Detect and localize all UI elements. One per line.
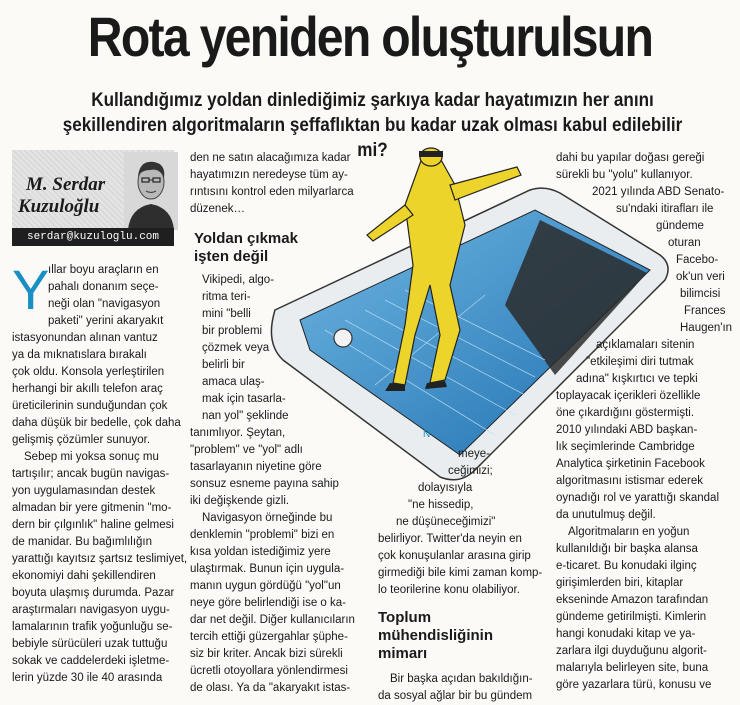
column-4 [556,150,736,694]
text-line: sokak ve caddelerdeki işletme- [12,655,170,667]
column-1 [12,258,188,687]
text-line: da unutulmuş değil. [556,509,656,521]
text-line: "ne hissedip, [408,499,474,511]
text-line: iki değişkende gizli. [190,495,290,507]
text-line: öne çıkardığını göstermişti. [556,407,695,419]
author-photo [124,152,178,230]
text-line: siz bir kriter. Ancak bizi sürekli [190,648,343,660]
text-line: çok oldu. Konsola yerleştirilen [12,366,165,378]
text-line: düzenek… [190,203,245,215]
text-line: yarattığı kayıtsız şartsız teslimiyet, [12,553,188,565]
text-line: belirliyor. Twitter'da neyin en [378,533,522,545]
deck-line: şekillendiren algoritmaların şeffaflıktan bu kadar uzak olması kabul edilebilir mi? [62,115,683,161]
text-line: lerin yüzde 30 ile 40 arasında [12,672,163,684]
text-line: kullanıldığı bir başka alansa [556,543,698,555]
text-line: denklemin "problemi" bizi en [190,529,335,541]
text-line: 2010 yılındaki ABD başkan- [556,424,698,436]
subhead-toplum [378,609,548,663]
text-line: almadan bir yere gitmenin "mo- [12,502,172,514]
text-line: neği olan "navigasyon [48,298,161,310]
text-line: amaca ulaş- [202,376,265,388]
text-line: oynadığı rol ve yarattığı skandal [556,492,720,504]
text-line: hayatımızın neredeyse tüm ay- [190,169,348,181]
text-line: ekonomiyi dahi şekillendiren [12,570,156,582]
text-line: göre yazarlara türü, konusu ve [556,679,712,691]
text-line: ıllar boyu araçların en [48,264,159,276]
text-line: herhangi bir akıllı telefon araç [12,383,163,395]
subhead-line: Yoldan çıkmak [194,230,298,247]
text-line: meye- [458,448,490,460]
text-line: ritma teri- [202,291,251,303]
text-line: paketi" yerini akaryakıt [48,315,164,327]
subhead-line: mimarı [378,645,428,662]
text-line: daha düşük bir bedelle, çok daha [12,417,181,429]
text-line: dahi bu yapılar doğası gereği [556,152,705,164]
text-line: e-ticaret. Bu konudaki ilginç [556,560,697,572]
author-first-name: M. Serdar [26,174,106,195]
text-line: çözmek veya [202,342,270,354]
text-line: mini "belli [202,308,251,320]
text-line: oturan [668,237,701,249]
text-line: Analytica şirketinin Facebook [556,458,705,470]
text-line: çok konuşulanlar arasına girip [378,550,531,562]
text-line: de manidar. Bu bağımlılığın [12,536,152,548]
text-line: açıklamaları sitenin [596,339,695,351]
text-line: "problem" ve "yol" adlı [190,444,303,456]
text-line: lo teorilerine konu olabiliyor. [378,584,520,596]
text-line: zarlara ilgi duyduğunu algorit- [556,645,707,657]
deck-line: Kullandığımız yoldan dinlediğimiz şarkıya kadar hayatımızın her anını [91,90,654,111]
text-line: Navigasyon örneğinde bu [202,512,333,524]
text-line: Bir başka açıdan bakıldığın- [390,673,533,685]
headline: Rota yeniden oluşturulsun [87,5,653,68]
text-line: boyuta ulaşmış durumda. Pazar [12,587,175,599]
text-line: girişimlerden biri, kitaplar [556,577,684,589]
text-line: gündeme getirilmişti. Kimlerin [556,611,707,623]
text-line: ya da mıknatıslara bırakalı [12,349,147,361]
text-line: tasarlayanın niyetine göre [190,461,322,473]
text-line: istasyonundan alınan vantuz [12,332,158,344]
text-line: nan yol" şeklinde [202,410,289,422]
subhead-line: mühendisliğinin [378,627,493,644]
svg-text:N: N [423,429,431,440]
text-line: gelişmiş çözümler sunuyor. [12,434,151,446]
text-line: sonsuz esneme payına sahip [190,478,339,490]
text-line: manın uygun gördüğü "yol"un [190,580,341,592]
column-3 [378,150,548,705]
text-line: tercih ettiği güzergahlar şüphe- [190,631,348,643]
text-line: adına" kışkırtıcı ve tepki [576,373,698,385]
text-line: den ne satın alacağımıza kadar [190,152,351,164]
text-line: ok'un veri [676,271,725,283]
text-line: Facebo- [676,254,719,266]
text-line: mak için tasarla- [202,393,286,405]
text-line: sürekli bu "yolu" kullanıyor. [556,169,693,181]
text-line: dolayısıyla [418,482,473,494]
subhead-line: işten değil [194,248,269,265]
text-line: toplayacak içerikleri özellikle [556,390,701,402]
text-line: malarıyla belirleyen site, buna [556,662,709,674]
text-line: araştırmaları navigasyon uygu- [12,604,170,616]
drop-cap: Y [12,258,50,321]
text-line: Algoritmaların en yoğun [568,526,690,538]
text-line: algoritmasını istismar ederek [556,475,703,487]
text-line: Frances [684,305,726,317]
text-line: hangi konudaki kitap ve ya- [556,628,696,640]
text-line: dar net değil. Diğer kullanıcıların [190,614,355,626]
text-line: Sebep mi yoksa sonuç mu [24,451,159,463]
text-line: bebiyle sürücüleri uzak tuttuğu [12,638,168,650]
author-name [18,174,105,218]
text-line: Vikipedi, algo- [202,274,275,286]
text-line: girmediği bile kimi zaman komp- [378,567,543,579]
text-line: ne düşüneceğimizi" [396,516,496,528]
text-line: pahalı donanım seçe- [48,281,159,293]
text-line: üreticilerinin sunduğundan çok [12,400,168,412]
text-line: da sosyal ağlar bir bu gündem [378,690,533,702]
text-line: lamalarının trafik yoğunluğu se- [12,621,173,633]
subhead-line: Toplum [378,609,432,626]
text-line: tartışılır; ancak bugün navigas- [12,468,170,480]
text-line: dern bir çılgınlık" haline gelmesi [12,519,174,531]
author-email: serdar@kuzuloglu.com [12,228,174,246]
text-line: belirli bir [202,359,245,371]
text-line: su'ndaki itirafları ile [616,203,714,215]
text-line: kısa yoldan istediğimiz yere [190,546,331,558]
text-line: lık seçimlerinde Cambridge [556,441,695,453]
text-line: rıntısını kontrol eden milyarlarca [190,186,354,198]
text-line: bilimcisi [680,288,721,300]
text-line: ekseninde Amazon tarafından [556,594,709,606]
text-line: bir problemi [202,325,263,337]
text-line: Haugen'ın [680,322,733,334]
text-line: tanımlıyor. Şeytan, [190,427,286,439]
text-line: ceğimizi; [448,465,493,477]
text-line: neye göre belirlendiği ise o ka- [190,597,346,609]
author-last-name: Kuzuloğlu [18,196,100,217]
text-line: de olası. Ya da "akaryakıt istas- [190,682,351,694]
text-line: "etkileşimi diri tutmak [586,356,694,368]
text-line: gündeme [656,220,704,232]
text-line: ulaştırmak. Bunun için uygula- [190,563,345,575]
text-line: ücretli otoyollara yönlendirmesi [190,665,348,677]
text-line: yon uygulamasından destek [12,485,156,497]
text-line: 2021 yılında ABD Senato- [592,186,725,198]
